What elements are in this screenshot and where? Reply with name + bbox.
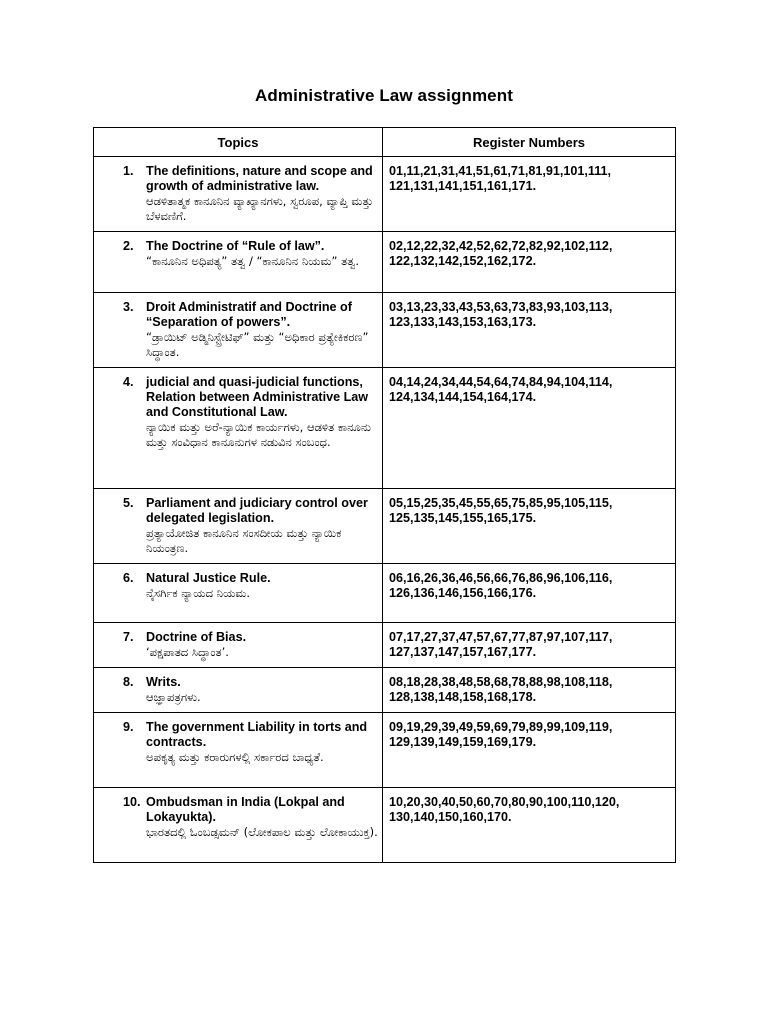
topic-number: 9. bbox=[123, 720, 134, 734]
register-numbers-line: 123,133,143,153,163,173. bbox=[389, 315, 537, 329]
register-numbers-line: 124,134,144,154,164,174. bbox=[389, 390, 537, 404]
topic-english: Parliament and judiciary control over delegated legislation. bbox=[146, 496, 368, 525]
table-row bbox=[94, 368, 676, 489]
register-numbers-cell bbox=[383, 489, 676, 564]
topic-number: 7. bbox=[123, 630, 134, 644]
topic-cell bbox=[94, 489, 383, 564]
topic-kannada: ಆಜ್ಞಾಪತ್ರಗಳು. bbox=[146, 690, 201, 704]
topic-number: 6. bbox=[123, 571, 134, 585]
topic-cell bbox=[94, 232, 383, 293]
table-row bbox=[94, 713, 676, 788]
register-numbers-cell bbox=[383, 788, 676, 863]
assignment-table bbox=[93, 127, 676, 863]
register-numbers-line: 127,137,147,157,167,177. bbox=[389, 645, 537, 659]
table-row bbox=[94, 157, 676, 232]
document-title: Administrative Law assignment bbox=[255, 86, 513, 105]
topic-english: Writs. bbox=[146, 675, 181, 689]
topic-kannada: ಅಪಕೃತ್ಯ ಮತ್ತು ಕರಾರುಗಳಲ್ಲಿ ಸರ್ಕಾರದ ಬಾಧ್ಯತೆ. bbox=[146, 750, 324, 764]
topic-english: Droit Administratif and Doctrine of “Separation of powers”. bbox=[146, 300, 352, 329]
table-row bbox=[94, 788, 676, 863]
topic-kannada: ಭಾರತದಲ್ಲಿ ಓಂಬಡ್ಸಮನ್ (ಲೋಕಪಾಲ ಮತ್ತು ಲೋಕಾಯುಕ್ತ). bbox=[146, 825, 378, 839]
header-topics: Topics bbox=[94, 128, 383, 157]
table-row bbox=[94, 232, 676, 293]
topic-english: Ombudsman in India (Lokpal and Lokayukta). bbox=[146, 795, 345, 824]
header-register-numbers: Register Numbers bbox=[383, 128, 676, 157]
topic-english: judicial and quasi-judicial functions, Relation between Administrative Law and Constitutional Law. bbox=[146, 375, 369, 419]
topic-kannada: ನ್ಯಾಯಿಕ ಮತ್ತು ಅರೆ-ನ್ಯಾಯಿಕ ಕಾರ್ಯಗಳು, ಆಡಳಿತ ಕಾನೂನು ಮತ್ತು ಸಂವಿಧಾನ ಕಾನೂನುಗಳ ನಡುವಿನ ಸಂಬಂಧ. bbox=[146, 420, 371, 449]
table-row bbox=[94, 623, 676, 668]
topic-number: 4. bbox=[123, 375, 134, 389]
topic-cell bbox=[94, 368, 383, 489]
topic-kannada: ಪ್ರತ್ಯಾಯೋಜಿತ ಕಾನೂನಿನ ಸಂಸದೀಯ ಮತ್ತು ನ್ಯಾಯಿಕ ನಿಯಂತ್ರಣ. bbox=[146, 526, 342, 555]
register-numbers-line: 09,19,29,39,49,59,69,79,89,99,109,119, bbox=[389, 720, 613, 734]
topic-cell bbox=[94, 293, 383, 368]
topic-kannada: ಆಡಳಿತಾತ್ಮಕ ಕಾನೂನಿನ ವ್ಯಾಖ್ಯಾನಗಳು, ಸ್ವರೂಪ, ವ್ಯಾಪ್ತಿ ಮತ್ತು ಬೆಳವಣಿಗೆ. bbox=[146, 194, 374, 223]
register-numbers-line: 128,138,148,158,168,178. bbox=[389, 690, 537, 704]
register-numbers-line: 07,17,27,37,47,57,67,77,87,97,107,117, bbox=[389, 630, 613, 644]
register-numbers-cell bbox=[383, 293, 676, 368]
topic-english: The government Liability in torts and contracts. bbox=[146, 720, 368, 749]
topic-cell bbox=[94, 668, 383, 713]
table-row bbox=[94, 668, 676, 713]
register-numbers-cell bbox=[383, 232, 676, 293]
table-row bbox=[94, 564, 676, 623]
register-numbers-line: 05,15,25,35,45,55,65,75,85,95,105,115, bbox=[389, 496, 613, 510]
register-numbers-line: 126,136,146,156,166,176. bbox=[389, 586, 537, 600]
register-numbers-line: 02,12,22,32,42,52,62,72,82,92,102,112, bbox=[389, 239, 613, 253]
topic-english: The definitions, nature and scope and growth of administrative law. bbox=[146, 164, 373, 193]
register-numbers-line: 130,140,150,160,170. bbox=[389, 810, 512, 824]
topic-number: 1. bbox=[123, 164, 134, 178]
table-row bbox=[94, 489, 676, 564]
register-numbers-line: 121,131,141,151,161,171. bbox=[389, 179, 537, 193]
topic-cell bbox=[94, 157, 383, 232]
topic-kannada: “ಕಾನೂನಿನ ಅಧಿಪತ್ಯ” ತತ್ವ / “ಕಾನೂನಿನ ನಿಯಮ” ತತ್ವ. bbox=[146, 254, 360, 268]
register-numbers-cell bbox=[383, 668, 676, 713]
register-numbers-line: 01,11,21,31,41,51,61,71,81,91,101,111, bbox=[389, 164, 612, 178]
topic-number: 5. bbox=[123, 496, 134, 510]
register-numbers-cell bbox=[383, 623, 676, 668]
topic-cell bbox=[94, 788, 383, 863]
topic-number: 10. bbox=[123, 795, 141, 809]
topic-kannada: ನೈಸರ್ಗಿಕ ನ್ಯಾಯದ ನಿಯಮ. bbox=[146, 586, 250, 600]
register-numbers-cell bbox=[383, 157, 676, 232]
topic-number: 2. bbox=[123, 239, 134, 253]
register-numbers-line: 122,132,142,152,162,172. bbox=[389, 254, 537, 268]
register-numbers-line: 06,16,26,36,46,56,66,76,86,96,106,116, bbox=[389, 571, 613, 585]
register-numbers-cell bbox=[383, 713, 676, 788]
register-numbers-cell bbox=[383, 564, 676, 623]
register-numbers-line: 129,139,149,159,169,179. bbox=[389, 735, 537, 749]
register-numbers-line: 10,20,30,40,50,60,70,80,90,100,110,120, bbox=[389, 795, 620, 809]
register-numbers-line: 08,18,28,38,48,58,68,78,88,98,108,118, bbox=[389, 675, 613, 689]
table-header-row bbox=[94, 128, 676, 157]
topic-number: 8. bbox=[123, 675, 134, 689]
register-numbers-line: 125,135,145,155,165,175. bbox=[389, 511, 537, 525]
topic-number: 3. bbox=[123, 300, 134, 314]
register-numbers-line: 04,14,24,34,44,54,64,74,84,94,104,114, bbox=[389, 375, 613, 389]
register-numbers-cell bbox=[383, 368, 676, 489]
topic-cell bbox=[94, 623, 383, 668]
topic-cell bbox=[94, 564, 383, 623]
topic-english: Natural Justice Rule. bbox=[146, 571, 271, 585]
topic-cell bbox=[94, 713, 383, 788]
topic-kannada: ‘ಪಕ್ಷಪಾತದ ಸಿದ್ಧಾಂತ’. bbox=[146, 645, 229, 659]
table-row bbox=[94, 293, 676, 368]
topic-english: The Doctrine of “Rule of law”. bbox=[146, 239, 325, 253]
register-numbers-line: 03,13,23,33,43,53,63,73,83,93,103,113, bbox=[389, 300, 613, 314]
topic-english: Doctrine of Bias. bbox=[146, 630, 247, 644]
topic-kannada: “ಡ್ರಾಯಿಟ್ ಅಡ್ಮಿನಿಸ್ಟ್ರೇಟಿಫ್” ಮತ್ತು “ಅಧಿಕಾರ ಪ್ರತ್ಯೇಕಿಕರಣ” ಸಿದ್ಧಾಂತ. bbox=[146, 330, 369, 359]
